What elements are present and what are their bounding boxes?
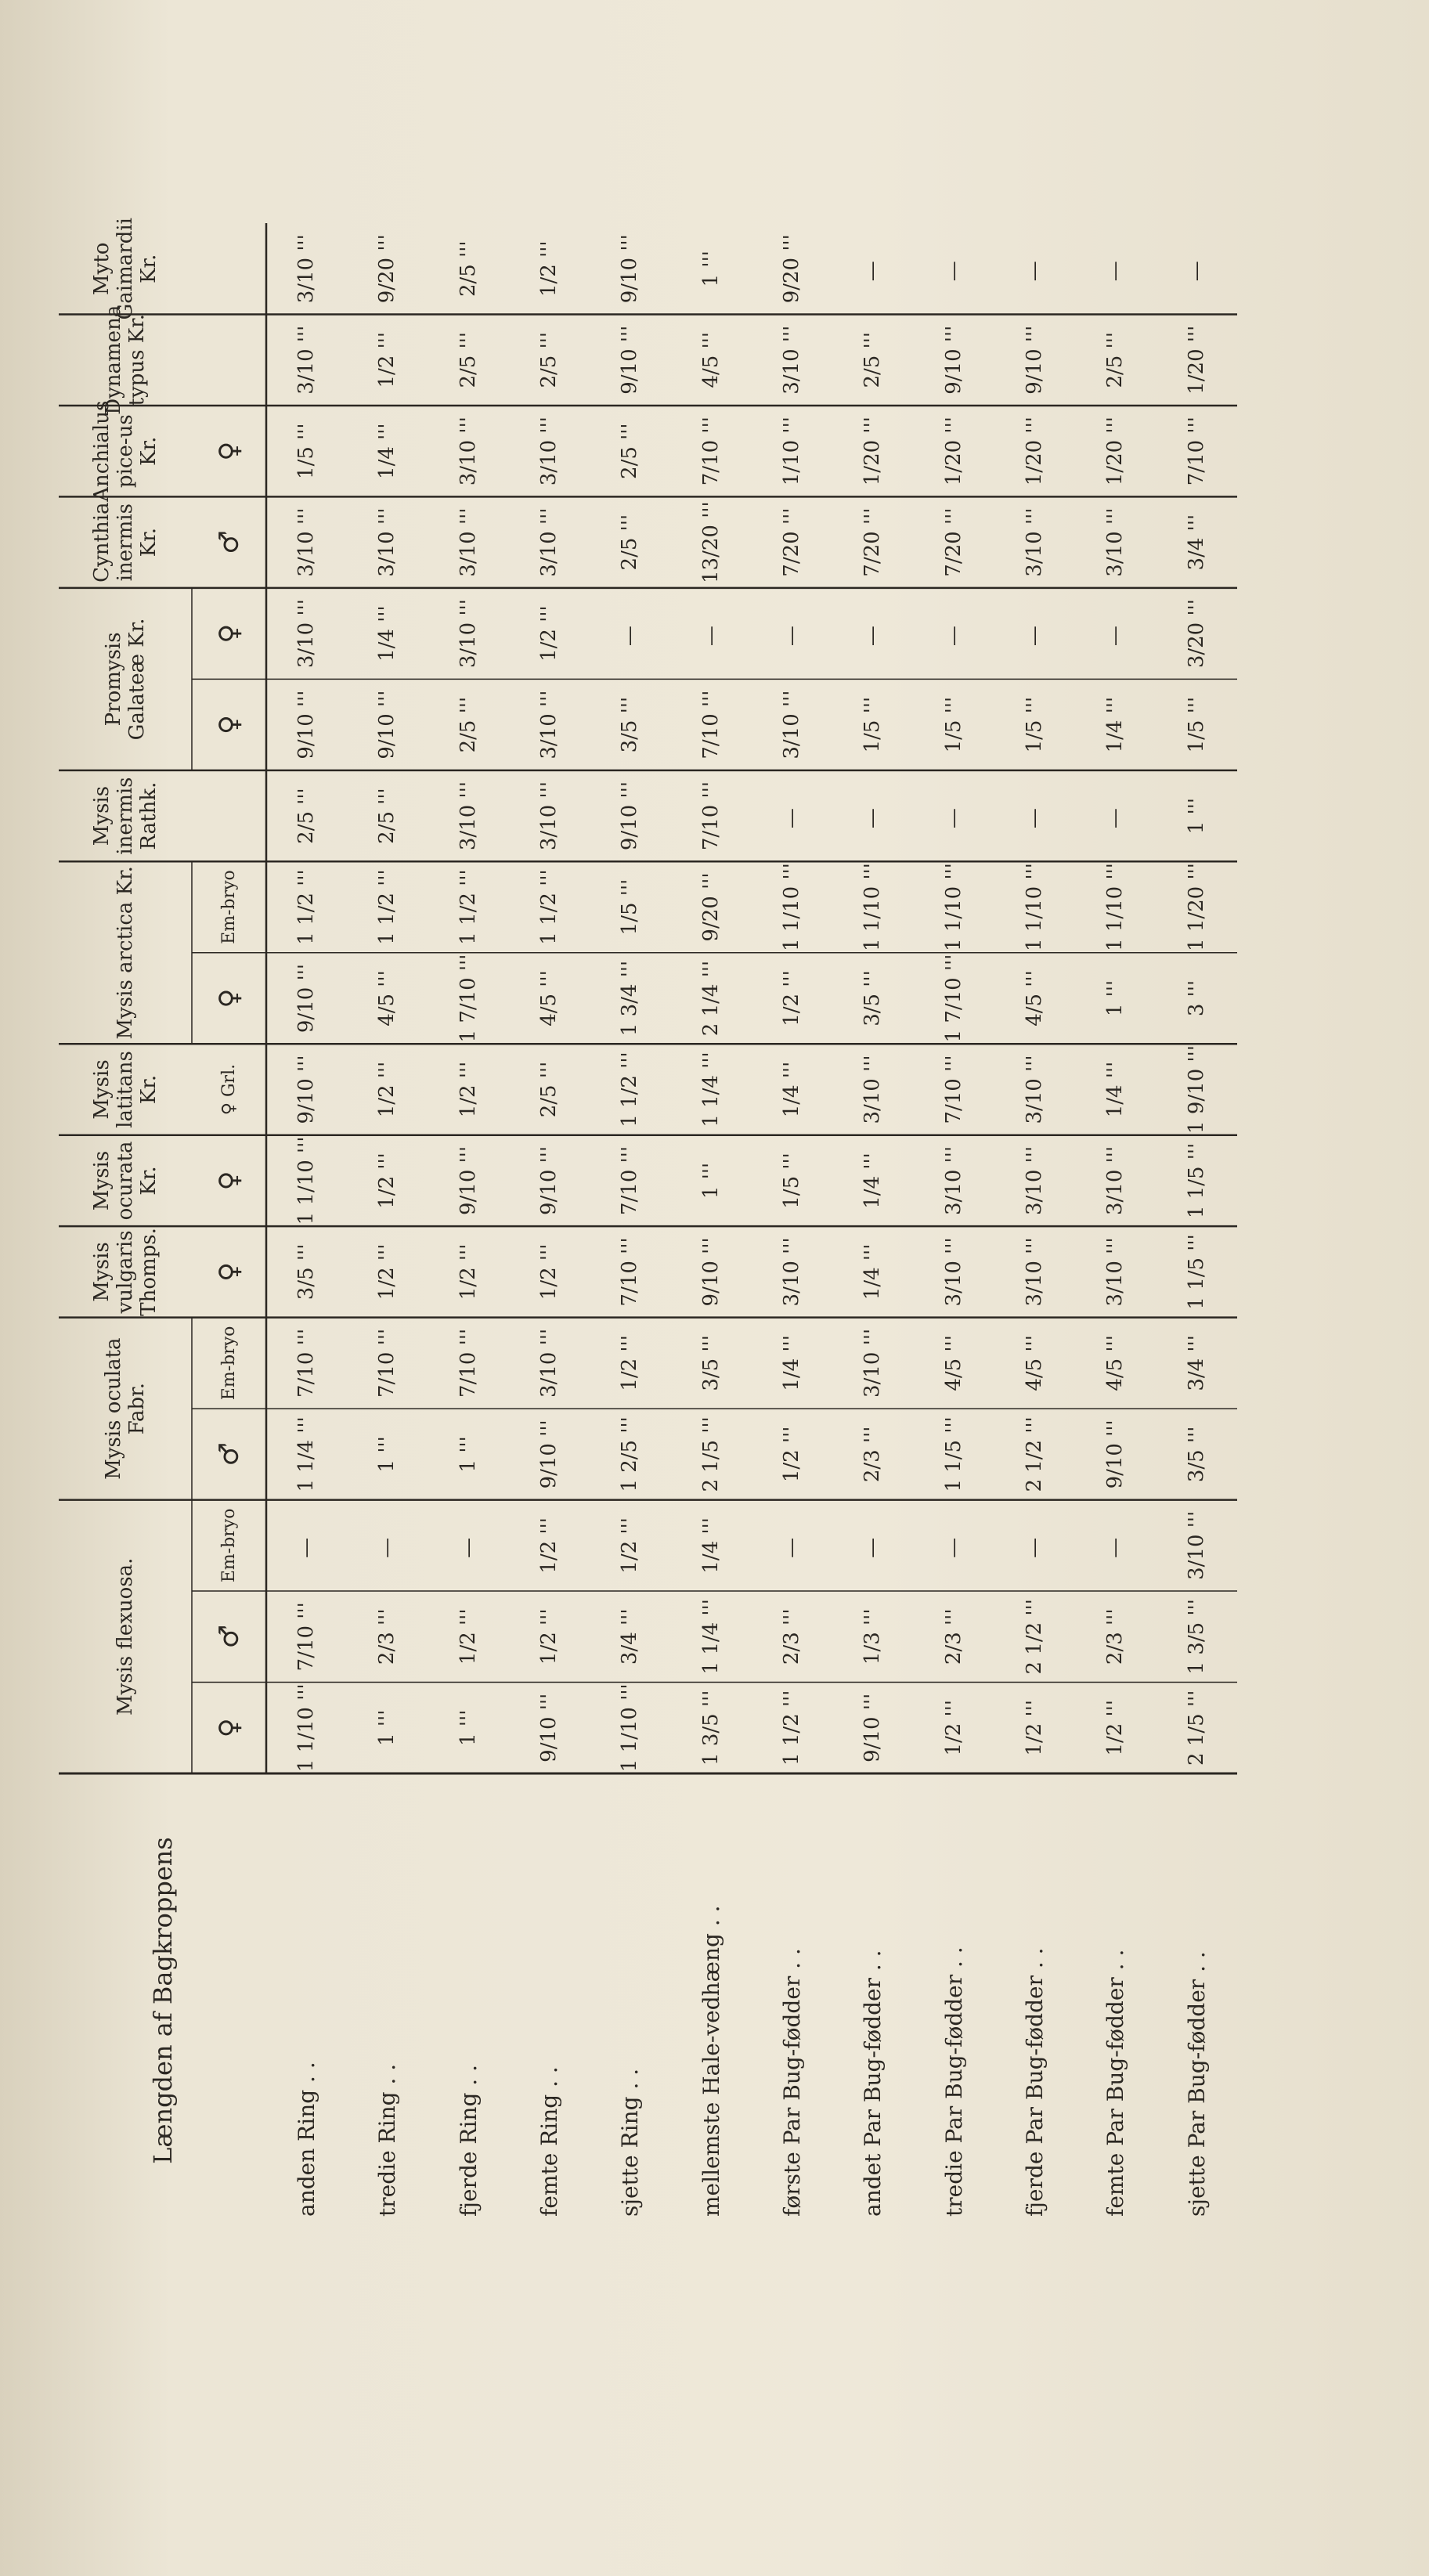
table-cell: 1 1/2 ''' (537, 869, 561, 945)
sex-header: Em-bryo (218, 870, 239, 944)
table-cell: 3/10 ''' (941, 1145, 965, 1215)
row-label: fjerde Ring . . (455, 2065, 482, 2217)
table-cell: — (1023, 621, 1047, 647)
species-header: Promysis Galateæ Kr. (102, 618, 149, 741)
table-cell: 3/10 ''' (780, 690, 804, 759)
table-cell: 1 1/5 ''' (941, 1416, 965, 1492)
species-header: Cynthia inermis Kr. (90, 502, 161, 583)
table-cell: 1/4 ''' (1103, 696, 1128, 753)
table-cell: — (780, 1532, 804, 1558)
table-cell: 1/5 ''' (861, 696, 885, 753)
table-cell: 2/3 ''' (375, 1608, 399, 1665)
table-cell: 3/10 ''' (294, 234, 319, 304)
table-cell: 1/4 ''' (780, 1061, 804, 1118)
species-header: Dynamena typus Kr. (102, 305, 149, 415)
table-cell: 9/10 ''' (456, 1145, 480, 1215)
table-cell: 1 1/5 ''' (1184, 1234, 1208, 1310)
table-cell: 3/10 ''' (1103, 1237, 1128, 1307)
table-cell: 9/10 ''' (618, 325, 642, 395)
table-cell: — (861, 621, 885, 647)
table-cell: 4/5 ''' (1023, 1335, 1047, 1391)
table-cell: 2 1/4 ''' (698, 960, 723, 1037)
table-cell: 1/2 ''' (537, 1243, 561, 1301)
species-header: Mysis latitans Kr. (90, 1051, 161, 1128)
table-cell: 9/10 ''' (1023, 325, 1047, 395)
species-header: Mysis ocurata Kr. (90, 1141, 161, 1221)
table-cell: 9/10 ''' (941, 325, 965, 395)
table-cell: 3/10 ''' (861, 1055, 885, 1124)
table-cell: — (1103, 803, 1128, 829)
table-cell: 3/10 ''' (861, 1328, 885, 1398)
table-cell: 3/10 ''' (1023, 1237, 1047, 1307)
table-cell: 3/4 ''' (1184, 1335, 1208, 1391)
row-label: femte Ring . . (536, 2066, 563, 2217)
table-cell: 1/2 ''' (537, 240, 561, 298)
table-cell: 1/20 ''' (861, 417, 885, 486)
table-cell: 1 1/2 ''' (618, 1052, 642, 1127)
table-cell: 1 3/5 ''' (698, 1690, 723, 1766)
table-cell: 1 ''' (698, 1162, 723, 1200)
table-cell: 1/4 ''' (861, 1153, 885, 1209)
table-cell: 7/10 ''' (618, 1237, 642, 1307)
table-cell: 2/5 ''' (294, 788, 319, 844)
table-cell: 9/10 ''' (618, 234, 642, 304)
species-header: Mysis vulgaris Thomps. (90, 1228, 161, 1316)
table-cell: 7/10 ''' (456, 1328, 480, 1398)
table-cell: 3/10 ''' (1023, 1145, 1047, 1215)
table-cell: — (1103, 621, 1128, 647)
table-cell: 3/10 ''' (294, 599, 319, 669)
table-cell: 2/5 ''' (375, 788, 399, 844)
table-cell: 1/2 ''' (941, 1699, 965, 1756)
sex-header: ♀ (213, 1171, 245, 1191)
stub-header: Længden af Bagkroppens (147, 1837, 178, 2164)
table-cell: 1 ''' (1103, 980, 1128, 1017)
table-cell: 2/3 ''' (1103, 1608, 1128, 1665)
row-label: første Par Bug-fødder . . (779, 1948, 806, 2217)
table-cell: 1/2 ''' (375, 331, 399, 388)
table-cell: 1/2 ''' (618, 1335, 642, 1391)
table-cell: 7/10 ''' (294, 1328, 319, 1398)
table-cell: 4/5 ''' (375, 970, 399, 1026)
table-cell: 1 1/10 ''' (861, 863, 885, 951)
table-cell: 1/5 ''' (1184, 696, 1208, 753)
table-cell: — (941, 621, 965, 647)
table-cell: 9/10 ''' (618, 781, 642, 851)
table-cell: 3/10 ''' (1023, 507, 1047, 577)
table-cell: 2/5 ''' (1103, 331, 1128, 388)
table-cell: 3/5 ''' (861, 970, 885, 1026)
table-cell: 1 7/10 ''' (456, 954, 480, 1043)
table-cell: 1/5 ''' (618, 879, 642, 936)
table-cell: 3/10 ''' (456, 507, 480, 577)
table-cell: 3/10 ''' (537, 781, 561, 851)
table-cell: 1/2 ''' (537, 1608, 561, 1665)
row-label: tredie Par Bug-fødder . . (940, 1946, 967, 2217)
table-cell: 9/10 ''' (698, 1237, 723, 1307)
table-cell: 1/2 ''' (780, 1426, 804, 1483)
table-cell: 2 1/5 ''' (1184, 1690, 1208, 1766)
sex-header: Em-bryo (218, 1508, 239, 1583)
table-cell: 1/4 ''' (1103, 1061, 1128, 1118)
table-cell: 7/10 ''' (294, 1602, 319, 1672)
table-cell: 1 1/20 ''' (1184, 863, 1208, 951)
sex-header: ♀ (213, 988, 245, 1008)
table-cell: 1 ''' (375, 1709, 399, 1746)
table-cell: 7/10 ''' (698, 417, 723, 486)
table-cell: — (1023, 803, 1047, 829)
table-cell: 7/10 ''' (1184, 417, 1208, 486)
table-cell: 3/10 ''' (456, 599, 480, 669)
table-cell: 9/10 ''' (537, 1145, 561, 1215)
table-cell: 1/20 ''' (1103, 417, 1128, 486)
species-header: Anchialus pice-us Kr. (90, 400, 161, 502)
table-cell: 1/2 ''' (1103, 1699, 1128, 1756)
table-cell: — (1184, 256, 1208, 282)
row-label: sjette Par Bug-fødder . . (1183, 1951, 1210, 2217)
table-cell: 1 1/2 ''' (456, 869, 480, 945)
table-cell: 3 ''' (1184, 980, 1208, 1017)
table-cell: 1 1/2 ''' (294, 869, 319, 945)
sex-header (192, 314, 266, 405)
table-cell: 9/20 ''' (698, 872, 723, 942)
sex-header: Em-bryo (218, 1326, 239, 1401)
table-cell: 7/10 ''' (941, 1055, 965, 1124)
table-cell: 1 1/10 ''' (618, 1683, 642, 1773)
species-header: Mysis oculata Fabr. (102, 1337, 149, 1480)
sex-header: ♂ (213, 530, 245, 554)
table-cell: 2/5 ''' (861, 331, 885, 388)
table-cell: 3/4 ''' (1184, 514, 1208, 571)
table-cell: — (294, 1532, 319, 1558)
table-cell: 1/4 ''' (375, 423, 399, 479)
table-cell: — (1023, 256, 1047, 282)
table-cell: 1 1/10 ''' (294, 1683, 319, 1773)
table-cell: 3/10 ''' (1184, 1510, 1208, 1580)
table-cell: 1/4 ''' (698, 1517, 723, 1574)
table-cell: 1 1/10 ''' (294, 1136, 319, 1225)
table-cell: 3/10 ''' (537, 417, 561, 486)
table-cell: — (941, 803, 965, 829)
table-cell: 3/10 ''' (537, 507, 561, 577)
table-cell: 1/2 ''' (1023, 1699, 1047, 1756)
table-cell: 2 1/2 ''' (1023, 1599, 1047, 1675)
sex-header: ♀ Grl. (218, 1063, 239, 1116)
table-cell: 3/5 ''' (618, 696, 642, 753)
table-cell: 1 1/5 ''' (1184, 1142, 1208, 1219)
table-cell: 4/5 ''' (698, 331, 723, 388)
table-cell: 1/2 ''' (375, 1061, 399, 1118)
species-header: Mysis inermis Rathk. (90, 777, 161, 855)
table-cell: 7/20 ''' (780, 507, 804, 577)
table-cell: 1 1/2 ''' (375, 869, 399, 945)
table-cell: 1/5 ''' (1023, 696, 1047, 753)
table-cell: 1/4 ''' (375, 605, 399, 662)
table-cell: 2/5 ''' (618, 423, 642, 479)
table-cell: 1/2 ''' (780, 970, 804, 1026)
table-cell: 1 ''' (1184, 797, 1208, 835)
table-cell: 1 ''' (456, 1436, 480, 1473)
table-cell: 2/3 ''' (861, 1426, 885, 1483)
species-header: Myto Gaimardii Kr. (90, 218, 161, 320)
table-cell: 2/3 ''' (780, 1608, 804, 1665)
sex-header: ♀ (213, 623, 245, 644)
table-cell: 1 1/4 ''' (698, 1052, 723, 1127)
table-cell: 1 1/10 ''' (941, 863, 965, 951)
table-cell: 1 ''' (375, 1436, 399, 1473)
row-label: mellemste Hale-vedhæng . . (698, 1905, 724, 2217)
table-cell: 3/5 ''' (698, 1335, 723, 1391)
table-cell: 3/10 ''' (537, 1328, 561, 1398)
table-cell: 1 7/10 ''' (941, 954, 965, 1043)
table-cell: 3/10 ''' (780, 1237, 804, 1307)
table-cell: 1/20 ''' (1184, 325, 1208, 395)
table-cell: — (456, 1532, 480, 1558)
table-cell: 1 3/5 ''' (1184, 1599, 1208, 1675)
table-cell: — (375, 1532, 399, 1558)
table-cell: 2 1/2 ''' (1023, 1416, 1047, 1492)
table-cell: 3/10 ''' (537, 690, 561, 759)
table-cell: 1/20 ''' (1023, 417, 1047, 486)
table-cell: 1/4 ''' (780, 1335, 804, 1391)
table-cell: 4/5 ''' (941, 1335, 965, 1391)
table-cell: 3/10 ''' (456, 781, 480, 851)
table-cell: — (861, 803, 885, 829)
table-cell: 1 9/10 ''' (1184, 1045, 1208, 1134)
table-cell: 13/20 ''' (698, 501, 723, 583)
table-cell: 9/10 ''' (294, 1055, 319, 1124)
sex-header (192, 223, 266, 314)
sex-header: ♂ (213, 1442, 245, 1467)
table-cell: 1/20 ''' (941, 417, 965, 486)
table-cell: 9/20 ''' (375, 234, 399, 304)
rotated-table (59, 218, 1237, 2228)
table-cell: 1 1/10 ''' (780, 863, 804, 951)
table-cell: 1 1/2 ''' (780, 1690, 804, 1766)
sex-header: ♀ (213, 715, 245, 735)
table-cell: 7/10 ''' (698, 690, 723, 759)
row-label: femte Par Bug-fødder . . (1102, 1949, 1129, 2217)
table-cell: 3/10 ''' (780, 325, 804, 395)
table-cell: 9/10 ''' (375, 690, 399, 759)
table-cell: 1/2 ''' (456, 1061, 480, 1118)
table-cell: 1/2 ''' (375, 1153, 399, 1209)
table-cell: 2 1/5 ''' (698, 1416, 723, 1492)
table-cell: 7/20 ''' (941, 507, 965, 577)
table-cell: 3/10 ''' (1023, 1055, 1047, 1124)
table-cell: 4/5 ''' (1103, 1335, 1128, 1391)
table-cell: 7/10 ''' (698, 781, 723, 851)
table-cell: 1/2 ''' (456, 1243, 480, 1301)
sex-header (192, 770, 266, 861)
table-cell: 1/5 ''' (780, 1153, 804, 1209)
table-cell: 7/20 ''' (861, 507, 885, 577)
row-label: sjette Ring . . (617, 2068, 644, 2217)
table-cell: 1 1/4 ''' (698, 1599, 723, 1675)
table-cell: 3/5 ''' (294, 1243, 319, 1301)
table-cell: 3/20 ''' (1184, 599, 1208, 669)
table-cell: 7/10 ''' (618, 1145, 642, 1215)
sex-header: ♀ (213, 441, 245, 461)
table-cell: 3/4 ''' (618, 1608, 642, 1665)
table-cell: 1/2 ''' (537, 605, 561, 662)
table-cell: — (1023, 1532, 1047, 1558)
table-cell: 1 3/4 ''' (618, 960, 642, 1037)
species-header: Mysis arctica Kr. (114, 866, 137, 1040)
sex-header: ♀ (213, 1262, 245, 1282)
table-cell: 1 ''' (456, 1709, 480, 1746)
table-cell: 2/5 ''' (618, 514, 642, 571)
table-cell: — (861, 1532, 885, 1558)
table-cell: 1/4 ''' (861, 1243, 885, 1301)
table-cell: 9/10 ''' (537, 1693, 561, 1762)
table-cell: 9/10 ''' (294, 690, 319, 759)
sex-header: ♂ (213, 1625, 245, 1649)
row-label: tredie Ring . . (374, 2063, 401, 2217)
table-cell: 1 1/4 ''' (294, 1416, 319, 1492)
table-cell: 2/5 ''' (456, 696, 480, 753)
table-cell: 1 2/5 ''' (618, 1416, 642, 1492)
table-cell: 2/3 ''' (941, 1608, 965, 1665)
table-cell: 1/5 ''' (941, 696, 965, 753)
table-cell: 9/10 ''' (537, 1420, 561, 1489)
table-cell: — (941, 1532, 965, 1558)
table-cell: 1/2 ''' (618, 1517, 642, 1574)
table-cell: 1/5 ''' (294, 423, 319, 479)
table-cell: — (698, 621, 723, 647)
table-cell: 9/10 ''' (1103, 1420, 1128, 1489)
table-cell: 4/5 ''' (1023, 970, 1047, 1026)
table-cell: 1/10 ''' (780, 417, 804, 486)
table-cell: 1/3 ''' (861, 1608, 885, 1665)
table-cell: 3/10 ''' (294, 325, 319, 395)
table-cell: 9/10 ''' (861, 1693, 885, 1762)
table-cell: 9/10 ''' (294, 963, 319, 1034)
row-label: fjerde Par Bug-fødder . . (1022, 1947, 1048, 2217)
table-cell: 2/5 ''' (537, 331, 561, 388)
row-label: anden Ring . . (294, 2062, 320, 2217)
table-cell: 1 1/10 ''' (1103, 863, 1128, 951)
table-cell: — (780, 621, 804, 647)
table-cell: 4/5 ''' (537, 970, 561, 1026)
table-cell: 3/10 ''' (294, 507, 319, 577)
table-cell: 1 ''' (698, 251, 723, 287)
table-cell: 9/20 ''' (780, 234, 804, 304)
table-cell: 2/5 ''' (456, 331, 480, 388)
row-label: andet Par Bug-fødder . . (860, 1950, 886, 2217)
table-cell: — (941, 256, 965, 282)
table-cell: — (618, 621, 642, 647)
table-cell: 3/10 ''' (1103, 1145, 1128, 1215)
table-cell: 3/10 ''' (1103, 507, 1128, 577)
table-cell: 7/10 ''' (375, 1328, 399, 1398)
table-cell: — (1103, 256, 1128, 282)
table-cell: 2/5 ''' (456, 240, 480, 298)
table-cell: — (1103, 1532, 1128, 1558)
sex-header: ♀ (213, 1718, 245, 1738)
table-cell: 3/10 ''' (941, 1237, 965, 1307)
table-cell: 1/2 ''' (537, 1517, 561, 1574)
table-cell: — (780, 803, 804, 829)
species-header: Mysis flexuosa. (114, 1557, 137, 1716)
table-cell: 3/5 ''' (1184, 1426, 1208, 1483)
table-cell: 3/10 ''' (375, 507, 399, 577)
table-cell: 1/2 ''' (456, 1608, 480, 1665)
table-cell: 1/2 ''' (375, 1243, 399, 1301)
table-cell: 3/10 ''' (456, 417, 480, 486)
table-cell: 2/5 ''' (537, 1061, 561, 1118)
table-cell: 1 1/10 ''' (1023, 863, 1047, 951)
table-cell: — (861, 256, 885, 282)
